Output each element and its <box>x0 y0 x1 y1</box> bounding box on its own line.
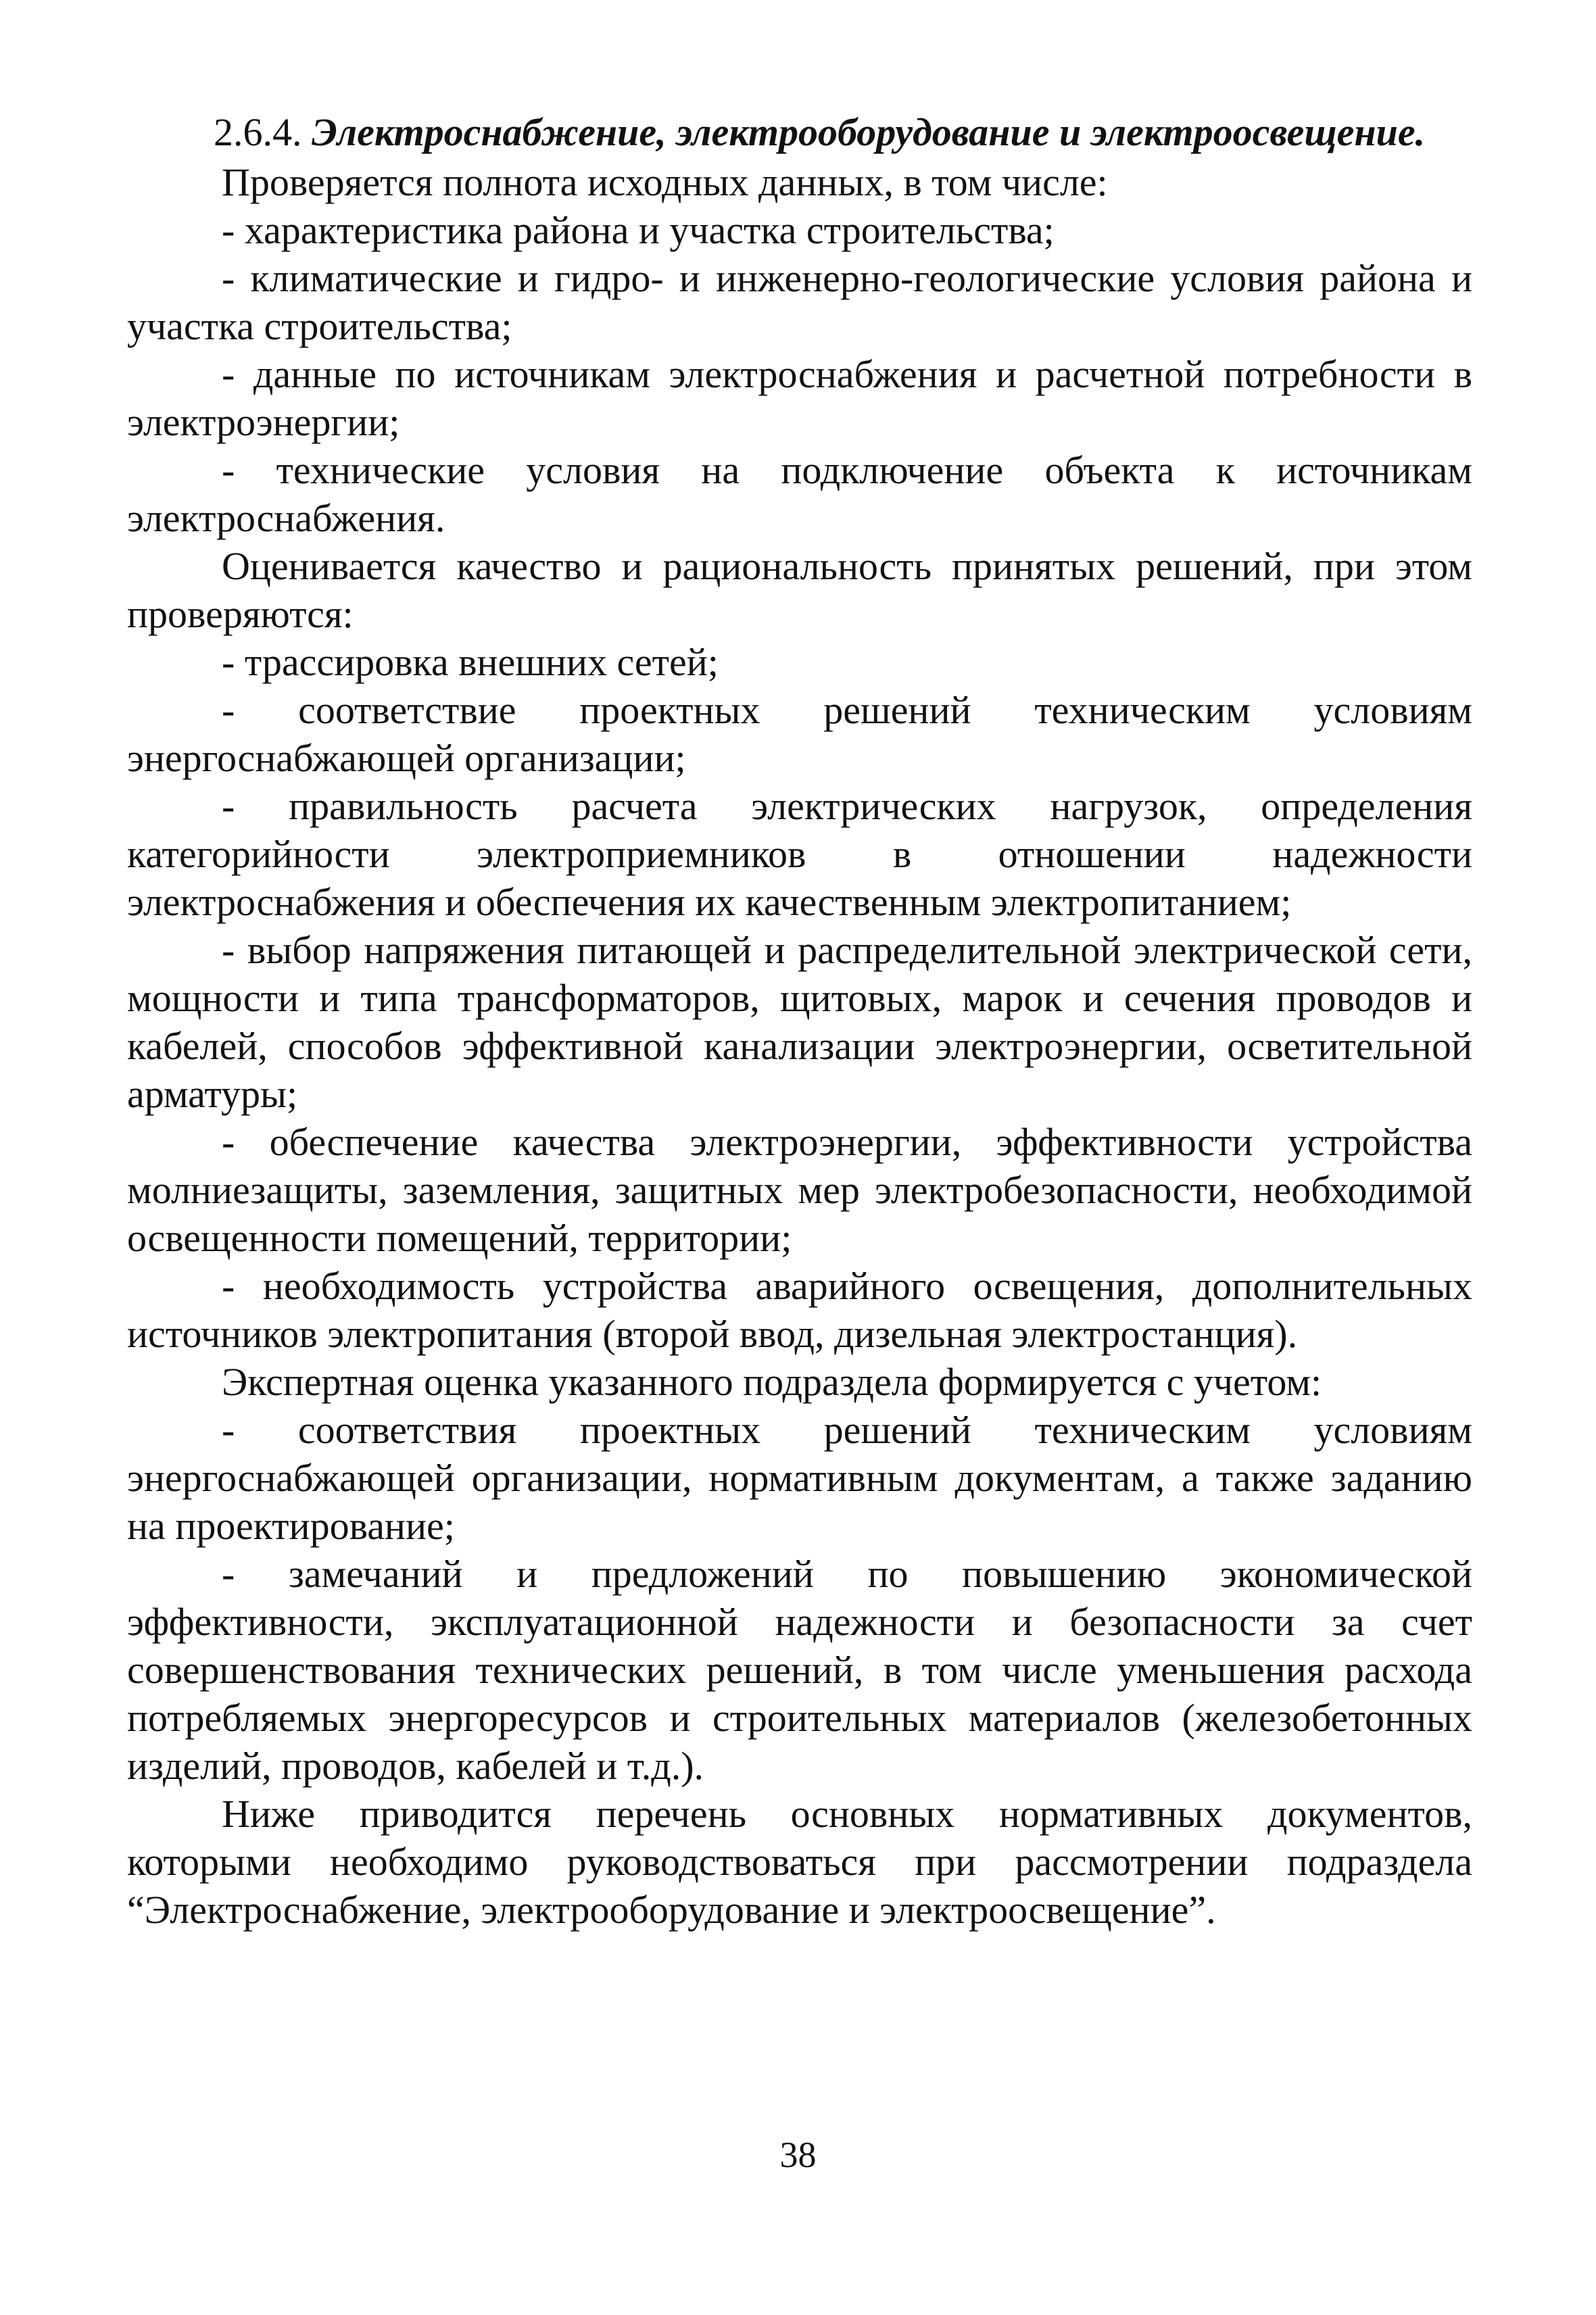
list-item: - выбор напряжения питающей и распределительной электрической сети, мощности и типа трансформаторов, щитовых, марок и сечения проводов и кабелей, способов эффективной канализации электроэнергии, осветительной арматуры; <box>127 928 1472 1116</box>
list-item: - замечаний и предложений по повышению экономической эффективности, эксплуатационной надежности и безопасности за счет совершенствования технических решений, в том числе уменьшения расхода потребляемых энергоресурсов и строительных материалов (железобетонных изделий, проводов, кабелей и т.д.). <box>127 1552 1472 1788</box>
list-item: - соответствие проектных решений техническим условиям энергоснабжающей организации; <box>127 688 1472 780</box>
paragraph-expert-assessment: Экспертная оценка указанного подраздела формируется с учетом: <box>222 1360 1322 1404</box>
paragraph-closing: Ниже приводится перечень основных нормативных документов, которыми необходимо руководствоваться при рассмотрении подраздела “Электроснабжение, электрооборудование и электроосвещение”. <box>127 1792 1472 1932</box>
section-number: 2.6.4. <box>214 110 302 154</box>
section-title: Электроснабжение, электрооборудование и электроосвещение. <box>312 110 1426 154</box>
list-item: - данные по источникам электроснабжения и расчетной потребности в электроэнергии; <box>127 352 1472 444</box>
paragraph-evaluation: Оценивается качество и рациональность принятых решений, при этом проверяются: <box>127 544 1472 636</box>
list-item: - обеспечение качества электроэнергии, эффективности устройства молниезащиты, заземления, защитных мер электробезопасности, необходимой освещенности помещений, территории; <box>127 1120 1472 1260</box>
list-item: - характеристика района и участка строительства; <box>222 208 1055 252</box>
list-item: - климатические и гидро- и инженерно-геологические условия района и участка строительства; <box>127 256 1472 348</box>
list-item: - правильность расчета электрических нагрузок, определения категорийности электроприемников в отношении надежности электроснабжения и обеспечения их качественным электропитанием; <box>127 784 1472 924</box>
document-page <box>127 108 1472 1934</box>
list-item: - технические условия на подключение объекта к источникам электроснабжения. <box>127 448 1472 540</box>
page-number: 38 <box>779 2135 817 2175</box>
paragraph-intro: Проверяется полнота исходных данных, в том числе: <box>222 160 1108 204</box>
list-item: - трассировка внешних сетей; <box>222 640 719 684</box>
section-heading <box>127 108 1472 157</box>
list-item: - необходимость устройства аварийного освещения, дополнительных источников электропитания (второй ввод, дизельная электростанция). <box>127 1264 1472 1356</box>
list-item: - соответствия проектных решений техническим условиям энергоснабжающей организации, нормативным документам, а также заданию на проектирование; <box>127 1408 1472 1548</box>
